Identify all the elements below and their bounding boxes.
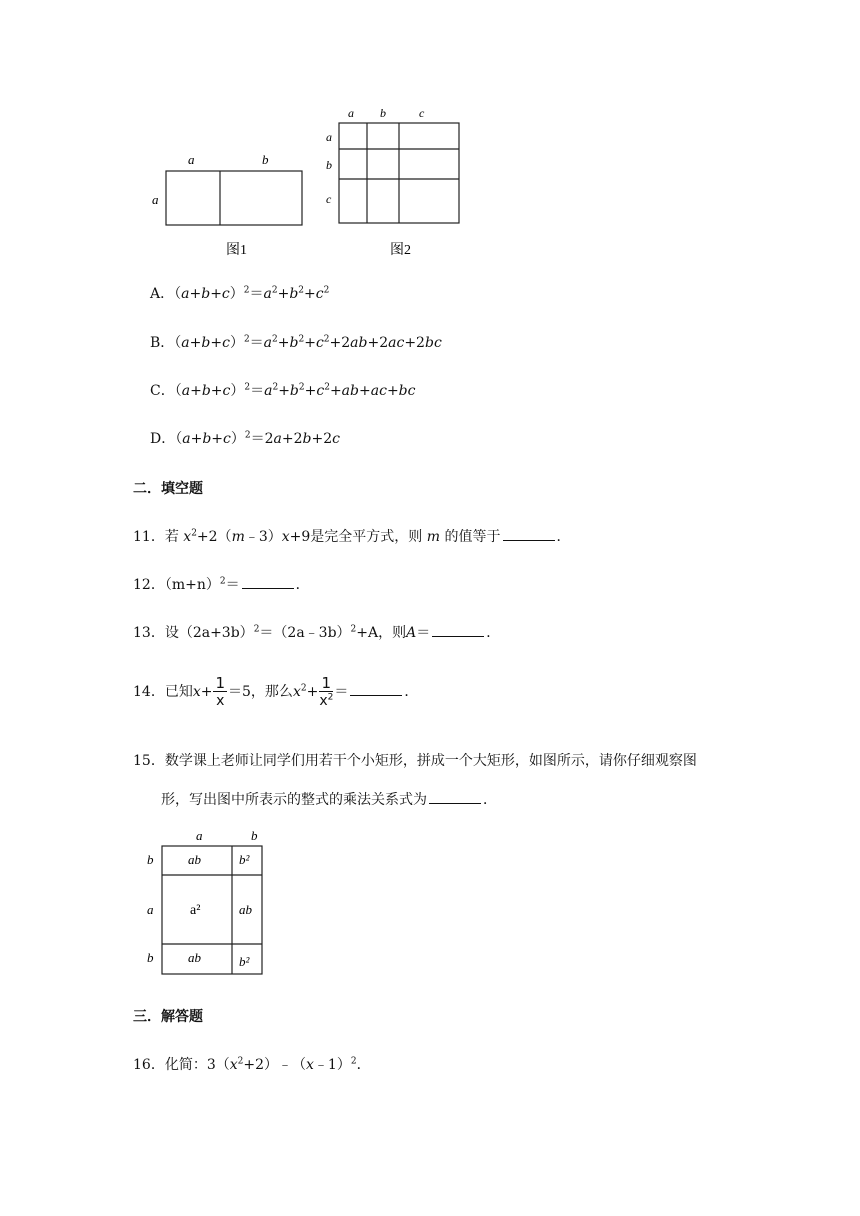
- question-13: 13．设$(2a+3b)^2=(2a﹣3b)^2+A$，则A＝ ．: [133, 622, 500, 643]
- fig3-left-b2: b: [147, 950, 154, 965]
- figure-1: [150, 148, 310, 263]
- fig3-left-b1: b: [147, 852, 154, 867]
- fraction-1-over-x: $\frac{1}{x}$: [215, 673, 226, 709]
- fig3-cell-b2-top: b²: [239, 852, 250, 867]
- question-15-line-1: 15．数学课上老师让同学们用若干个小矩形，拼成一个大矩形，如图所示，请你仔细观察图: [133, 753, 697, 769]
- fig1-caption: 图1: [226, 243, 247, 258]
- fig3-cell-ab-bottom: ab: [188, 950, 201, 965]
- fig3-cell-ab-right: ab: [239, 902, 252, 917]
- fig2-caption: 图2: [390, 243, 411, 258]
- fig3-left-a: a: [147, 902, 154, 917]
- question-11: 11．若 $x^2+2(m﹣3)x+9$是完全平方式，则 m 的值等于 ．: [133, 526, 571, 547]
- question-12: 12．$(m+n)^2=$ ．: [133, 574, 310, 595]
- answer-blank-15[interactable]: [429, 789, 481, 804]
- option-c[interactable]: C．$(a+b+c)^2=a^2+b^2+c^2+ab+ac+bc$: [150, 382, 416, 399]
- section-fill-in-title: 二．填空题: [133, 481, 203, 497]
- fig3-top-b: b: [251, 828, 258, 843]
- fig2-top-a: a: [348, 106, 354, 120]
- answer-blank-13[interactable]: [432, 622, 484, 637]
- option-a[interactable]: A．$(a+b+c)^2=a^2+b^2+c^2$: [150, 285, 330, 302]
- option-d[interactable]: D．$(a+b+c)^2=2a+2b+2c$: [150, 430, 340, 447]
- fig3-cell-a2: a²: [190, 903, 201, 918]
- answer-blank-11[interactable]: [503, 526, 555, 541]
- figure-3: [140, 826, 270, 978]
- fig2-left-b: b: [326, 158, 332, 172]
- fig3-cell-b2-bottom: b²: [239, 954, 250, 969]
- fig1-left-a: a: [152, 192, 159, 207]
- section-solve-title: 三．解答题: [133, 1009, 203, 1025]
- fig3-cell-ab-top: ab: [188, 852, 201, 867]
- answer-blank-14[interactable]: [350, 681, 402, 696]
- option-b[interactable]: B．$(a+b+c)^2=a^2+b^2+c^2+2ab+2ac+2bc$: [150, 334, 442, 351]
- question-16: 16．化简：$3(x^2+2)﹣(x﹣1)^2$．: [133, 1056, 371, 1073]
- question-15-line-2: 形，写出图中所表示的整式的乘法关系式为 ．: [161, 789, 497, 810]
- fraction-1-over-x-squared: $\frac{1}{x^2}$: [319, 673, 334, 709]
- answer-blank-12[interactable]: [242, 574, 294, 589]
- fig2-left-a: a: [326, 130, 332, 144]
- fig1-top-a: a: [188, 152, 195, 167]
- question-14: 14．已知x+ $\frac{1}{x}$ ＝5，那么$x^2+$ $\frac{1}{x^2}$ ＝ ．: [133, 673, 419, 709]
- fig2-left-c: c: [326, 192, 332, 206]
- figure-2: [320, 102, 470, 262]
- fig1-top-b: b: [262, 152, 269, 167]
- fig2-top-c: c: [419, 106, 425, 120]
- fig3-top-a: a: [196, 828, 203, 843]
- fig2-top-b: b: [380, 106, 386, 120]
